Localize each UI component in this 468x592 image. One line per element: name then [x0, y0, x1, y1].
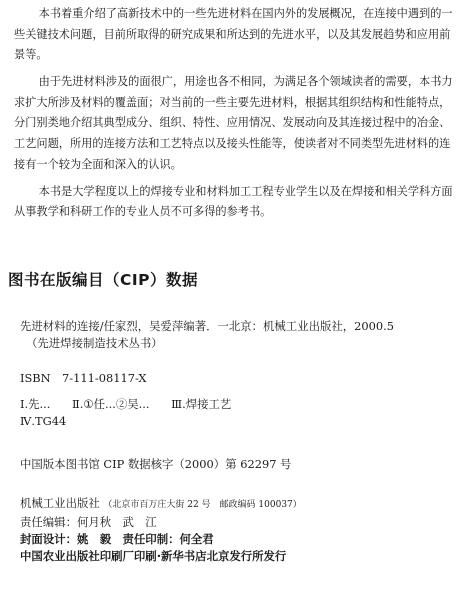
- cip-heading: 图书在版编目（CIP）数据: [8, 271, 199, 289]
- cip-subject-4: Ⅳ.TG44: [20, 414, 67, 428]
- intro-paragraph-1: 本书着重介绍了高新技术中的一些先进材料在国内外的发展概况，在连接中遇到的一些关键技术问题，目前所取得的研究成果和所达到的先进水平，以及其发展趋势和应用前景等。: [14, 7, 453, 62]
- printer-line: 中国农业出版社印刷厂印刷·新华书店北京发行所发行: [20, 549, 287, 563]
- book-introduction: [14, 4, 458, 223]
- publisher-name: 机械工业出版社: [20, 496, 100, 510]
- cip-isbn: ISBN 7-111-08117-X: [20, 371, 147, 385]
- design-line: 封面设计：姚 毅 责任印制：何全君: [20, 532, 214, 546]
- cip-subject-2: Ⅱ.①任...②吴...: [72, 397, 150, 411]
- cip-subject-1: Ⅰ.先...: [20, 397, 51, 411]
- publisher-address: （北京市百万庄大街 22 号 邮政编码 100037）: [103, 500, 302, 510]
- cip-subjects: [20, 396, 460, 430]
- intro-paragraph-3: 本书是大学程度以上的焊接专业和材料加工工程专业学生以及在焊接和相关学科方面从事教学和科研工作的专业人员不可多得的参考书。: [14, 184, 453, 219]
- cip-subject-3: Ⅲ.焊接工艺: [171, 397, 232, 411]
- cip-library-note: 中国版本图书馆 CIP 数据核字（2000）第 62297 号: [20, 457, 292, 471]
- cip-title-line: 先进材料的连接/任家烈，吴爱萍编著．一北京：机械工业出版社，2000.5: [20, 319, 395, 333]
- cip-series-line: （先进焊接制造技术丛书）: [26, 336, 163, 350]
- publisher-block: [20, 495, 460, 565]
- intro-paragraph-2: 由于先进材料涉及的面很广，用途也各不相同，为满足各个领域读者的需要，本书力求扩大所涉及材料的覆盖面；对当前的一些主要先进材料，根据其组织结构和性能特点，分门别类地介绍其典型成分、组织、特性、应用情况、发展动向及其连接过程中的冶金、工艺问题，所用的连接方法和工艺特点以及接头性能等，使读者对不同类型先进材料的连接有一个较为全面和深入的认识。: [14, 75, 453, 171]
- cip-record: [20, 318, 460, 352]
- editor-line: 责任编辑：何月秋 武 江: [20, 515, 157, 529]
